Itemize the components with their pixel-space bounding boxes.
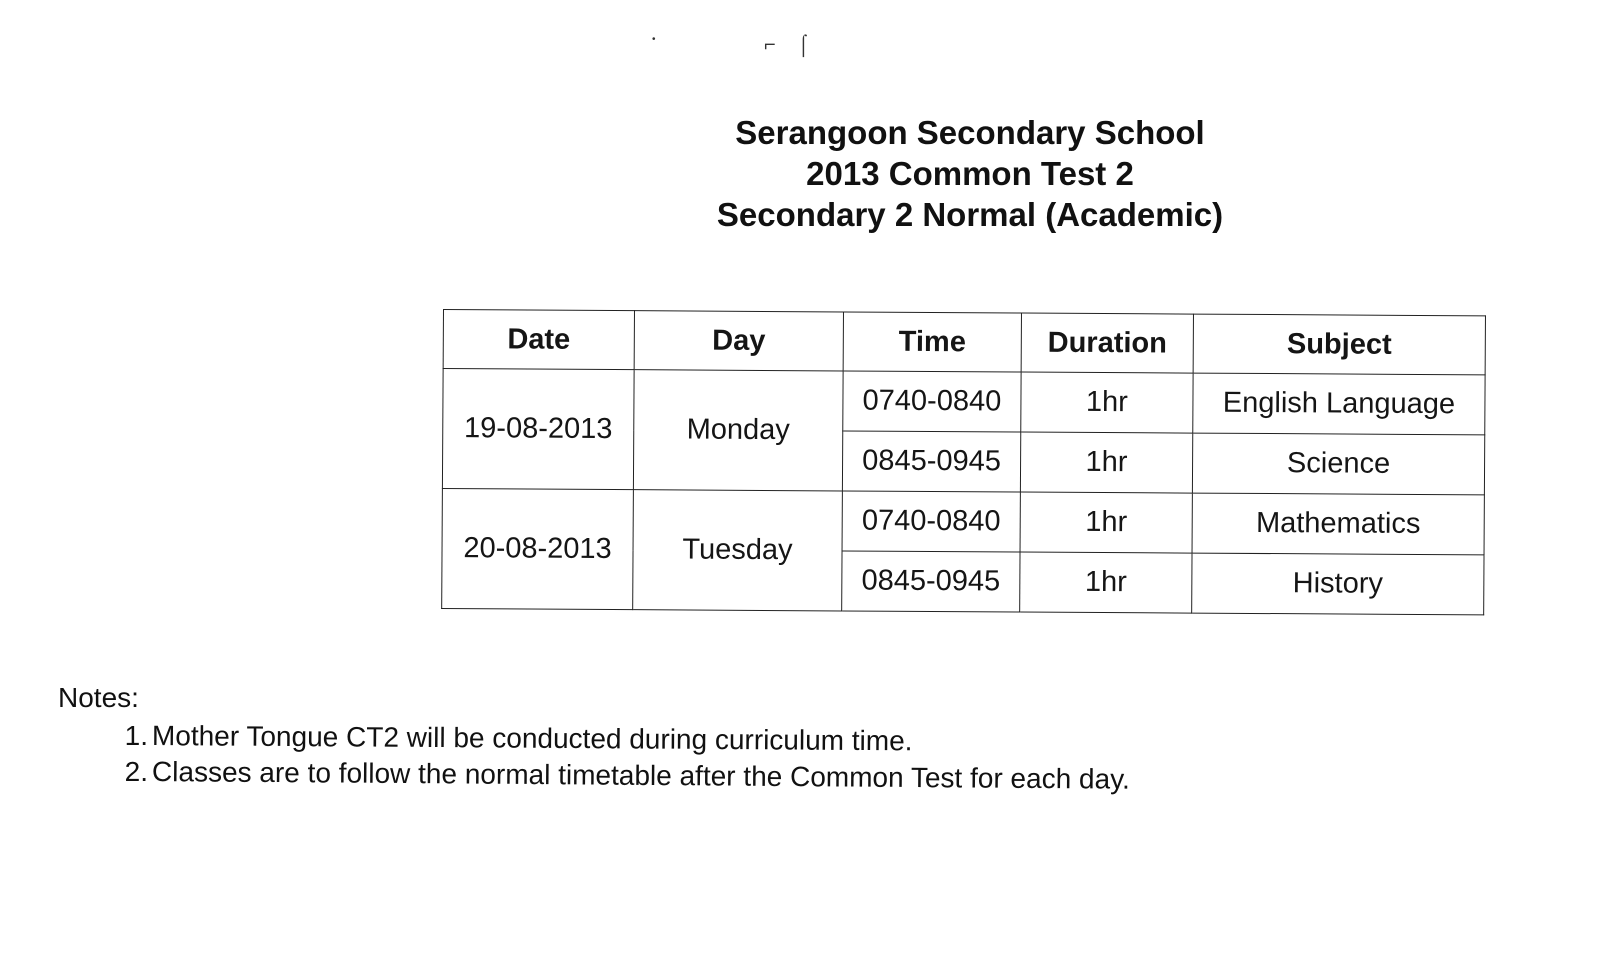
col-header-time: Time [843,312,1021,372]
scan-speck: • [652,34,664,45]
subject-cell: Mathematics [1192,493,1484,555]
list-item [58,718,1130,757]
time-cell: 0845-0945 [842,431,1020,492]
duration-cell: 1hr [1021,372,1193,433]
duration-cell: 1hr [1020,492,1192,553]
subject-cell: English Language [1193,373,1485,435]
duration-cell: 1hr [1020,552,1192,613]
notes-title: Notes: [58,682,139,713]
date-cell: 20-08-2013 [442,488,634,609]
day-cell: Tuesday [633,490,843,611]
col-header-day: Day [634,311,843,371]
notes-section [58,682,1130,795]
time-cell: 0740-0840 [842,491,1020,552]
table-row [442,488,1484,554]
subject-cell: History [1192,553,1484,615]
time-cell: 0845-0945 [842,551,1020,612]
exam-schedule-table [441,309,1486,615]
date-cell: 19-08-2013 [442,369,634,490]
subject-cell: Science [1192,433,1484,495]
school-name: Serangoon Secondary School [735,114,1205,151]
table-header-row [443,310,1485,375]
col-header-duration: Duration [1021,313,1193,373]
time-cell: 0740-0840 [843,371,1021,432]
col-header-subject: Subject [1193,314,1485,375]
col-header-date: Date [443,310,634,370]
note-number: 2. [124,756,148,787]
day-cell: Monday [633,370,843,491]
notes-list [58,718,1130,795]
scan-artifact: ⌐ ⌠ [764,34,818,56]
table-row [443,369,1485,435]
note-text: Mother Tongue CT2 will be conducted during curriculum time. [151,720,913,757]
list-item [58,754,1130,795]
document-header [640,112,1300,235]
note-text: Classes are to follow the normal timetable after the Common Test for each day. [151,756,1130,795]
level-name: Secondary 2 Normal (Academic) [716,196,1224,233]
note-number: 1. [124,720,148,751]
test-name: 2013 Common Test 2 [806,155,1134,192]
duration-cell: 1hr [1020,432,1192,493]
